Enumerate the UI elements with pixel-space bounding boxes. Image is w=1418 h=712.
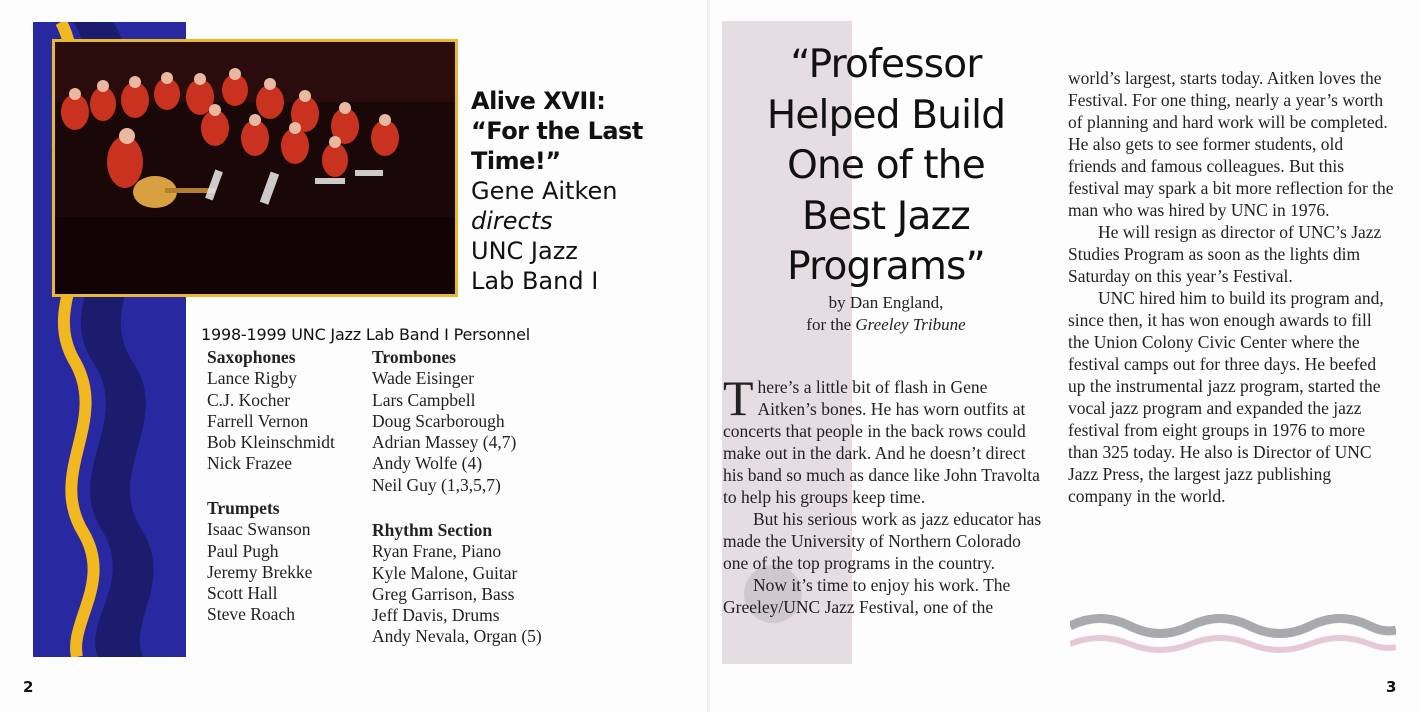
member-name: C.J. Kocher — [207, 389, 291, 410]
headline-line: “Professor — [790, 42, 982, 87]
article-headline — [733, 40, 1039, 293]
trumpets-list — [207, 498, 312, 626]
member-name: Farrell Vernon — [207, 410, 309, 431]
caption-band-line1: UNC Jazz — [471, 237, 578, 265]
paragraph-text: here’s a little bit of flash in Gene Aitken’s bones. He has worn outfits at concerts that people in the back rows could make out in the dark. And he doesn’t direct his band so much as dance like John Travolta to help his groups keep time. — [723, 377, 1040, 507]
headline-line: Helped Build — [766, 92, 1006, 138]
article-column-1 — [723, 370, 1049, 618]
article-paragraph: UNC hired him to build its program and, since then, it has won enough awards to fill the Union Colony Civic Center where the festival camps out for three days. He beefed up the instrumental jazz program, started the vocal jazz program and expanded the jazz festival from eight groups in 1976 to more than 325 today. He also is Director of UNC Jazz Press, the largest jazz publishing company in the world. — [1068, 288, 1384, 506]
article-paragraph: He will resign as director of UNC’s Jazz Studies Program as soon as the lights dim Saturday on this year’s Festival. — [1068, 222, 1382, 286]
drop-cap: T — [723, 370, 754, 426]
byline — [733, 292, 1039, 336]
member-name: Jeremy Brekke — [207, 561, 313, 582]
member-name: Nick Frazee — [207, 453, 293, 474]
member-name: Neil Guy (1,3,5,7) — [372, 474, 501, 495]
article-paragraph — [723, 370, 1049, 508]
member-name: Wade Eisinger — [372, 368, 475, 389]
caption-band-line2: Lab Band I — [471, 267, 599, 295]
member-name: Adrian Massey (4,7) — [372, 432, 517, 453]
article-column-2 — [1068, 67, 1396, 507]
member-name: Lance Rigby — [207, 368, 297, 389]
article-paragraph: Now it’s time to enjoy his work. The Greeley/UNC Jazz Festival, one of the — [723, 575, 1011, 617]
caption-verb: directs — [471, 207, 553, 235]
photo-caption — [471, 86, 701, 296]
member-name: Andy Nevala, Organ (5) — [372, 626, 542, 647]
member-name: Paul Pugh — [207, 540, 279, 561]
section-heading: Saxophones — [207, 347, 296, 367]
personnel-heading: 1998-1999 UNC Jazz Lab Band I Personnel — [201, 325, 530, 344]
band-photo — [52, 39, 458, 297]
caption-title-line1: Alive XVII: — [471, 87, 606, 115]
rhythm-section-list — [372, 520, 542, 648]
article-paragraph: world’s largest, starts today. Aitken loves the Festival. For one thing, nearly a year’s worth of planning and hard work will be completed. He also gets to see former students, old friends and famous colleagues. But this festival may spark a bit more reflection for the man who was hired by UNC in 1976. — [1068, 68, 1394, 220]
member-name: Scott Hall — [207, 583, 278, 604]
member-name: Ryan Frane, Piano — [372, 541, 502, 562]
page-number-right: 3 — [1386, 678, 1397, 696]
page-number-left: 2 — [23, 678, 34, 696]
headline-line: Best Jazz — [802, 193, 970, 239]
member-name: Lars Campbell — [372, 389, 476, 410]
member-name: Greg Garrison, Bass — [372, 583, 515, 604]
saxophones-list — [207, 347, 335, 475]
section-heading: Trombones — [372, 347, 456, 367]
wave-ornament — [1070, 612, 1396, 656]
section-heading: Trumpets — [207, 498, 280, 518]
member-name: Steve Roach — [207, 604, 295, 625]
member-name: Kyle Malone, Guitar — [372, 562, 518, 583]
member-name: Andy Wolfe (4) — [372, 453, 483, 474]
book-spine — [707, 0, 710, 712]
byline-author: by Dan England, — [828, 293, 944, 312]
caption-title-line2: “For the Last Time!” — [471, 117, 643, 175]
caption-name: Gene Aitken — [471, 177, 618, 205]
article-paragraph: But his serious work as jazz educator has made the University of Northern Colorado one of the top programs in the country. — [723, 509, 1042, 573]
byline-publication: Greeley Tribune — [855, 315, 966, 334]
member-name: Doug Scarborough — [372, 410, 505, 431]
member-name: Isaac Swanson — [207, 519, 311, 540]
member-name: Bob Kleinschmidt — [207, 432, 335, 453]
trombones-list — [372, 347, 516, 496]
section-heading: Rhythm Section — [372, 520, 493, 540]
headline-line: One of the — [787, 143, 985, 188]
headline-line: Programs” — [787, 244, 985, 289]
byline-prefix: for the — [806, 315, 856, 334]
member-name: Jeff Davis, Drums — [372, 605, 500, 626]
